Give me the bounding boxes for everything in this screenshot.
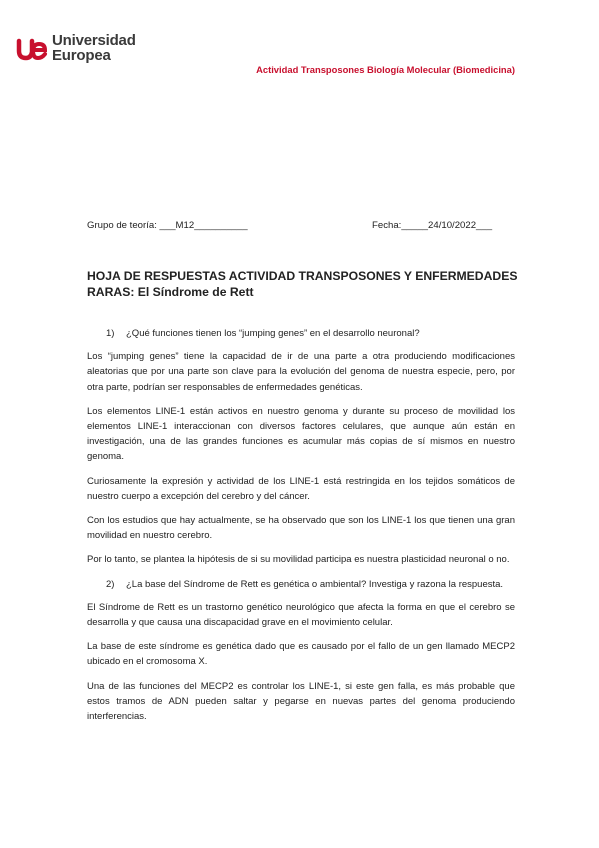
activity-title: Actividad Transposones Biología Molecular (Biomedicina) (256, 64, 515, 75)
answer-paragraph: El Síndrome de Rett es un trastorno genético neurológico que afecta la forma en que el cerebro se desarrolla y que causa una discapacidad grave en el movimiento celular. (87, 601, 515, 629)
group-value: ___M12__________ (159, 220, 248, 231)
answer-paragraph: Una de las funciones del MECP2 es controlar los LINE-1, si este gen falla, es más probable que estos tramos de ADN pueden saltar y pegarse en nuevas partes del genoma produciendo interferencias. (87, 680, 515, 723)
date-field (372, 220, 492, 231)
question-1 (87, 326, 515, 341)
question-text: ¿Qué funciones tienen los “jumping genes” en el desarrollo neuronal? (126, 328, 420, 339)
question-number: 2) (106, 578, 115, 590)
document-body (87, 326, 515, 733)
question-2 (87, 577, 515, 592)
document-title: HOJA DE RESPUESTAS ACTIVIDAD TRANSPOSONES Y ENFERMEDADES RARAS: El Síndrome de Rett (87, 269, 518, 299)
answer-paragraph: Los elementos LINE-1 están activos en nuestro genoma y durante su proceso de movilidad los elementos LINE-1 interaccionan con diversos factores celulares, que aunque aún están en investigación, una de las grandes funciones es acumular más copias de sí mismos en nuestro genoma. (87, 405, 515, 463)
universidad-europea-logo-icon (16, 33, 48, 63)
date-value: _____24/10/2022___ (401, 220, 493, 231)
logo-line-2: Europea (52, 47, 111, 64)
group-label: Grupo de teoría: (87, 220, 160, 231)
answer-paragraph: Curiosamente la expresión y actividad de los LINE-1 está restringida en los tejidos somáticos de nuestro cuerpo a excepción del cerebro y del cáncer. (87, 475, 515, 502)
logo-line-1: Universidad (52, 32, 136, 49)
university-logo (16, 33, 136, 63)
question-text: ¿La base del Síndrome de Rett es genética o ambiental? Investiga y razona la respuesta. (126, 578, 504, 590)
question-number: 1) (106, 328, 115, 339)
date-label: Fecha: (372, 220, 402, 231)
logo-wordmark (52, 33, 136, 63)
answer-paragraph: Con los estudios que hay actualmente, se ha observado que son los LINE-1 los que tienen una gran movilidad en nuestro cerebro. (87, 515, 515, 542)
group-field (87, 220, 248, 231)
answer-paragraph: Por lo tanto, se plantea la hipótesis de si su movilidad participa es nuestra plasticidad neuronal o no. (87, 554, 510, 566)
answer-paragraph: Los “jumping genes” tiene la capacidad de ir de una parte a otra produciendo modificaciones aleatorias que por una parte son clave para la evolución del genoma de nuestra especie, pero, por otra parte, podrían ser responsables de enfermedades genéticas. (87, 351, 515, 393)
answer-paragraph: La base de este síndrome es genética dado que es causado por el fallo de un gen llamado MECP2 ubicado en el cromosoma X. (87, 641, 515, 668)
